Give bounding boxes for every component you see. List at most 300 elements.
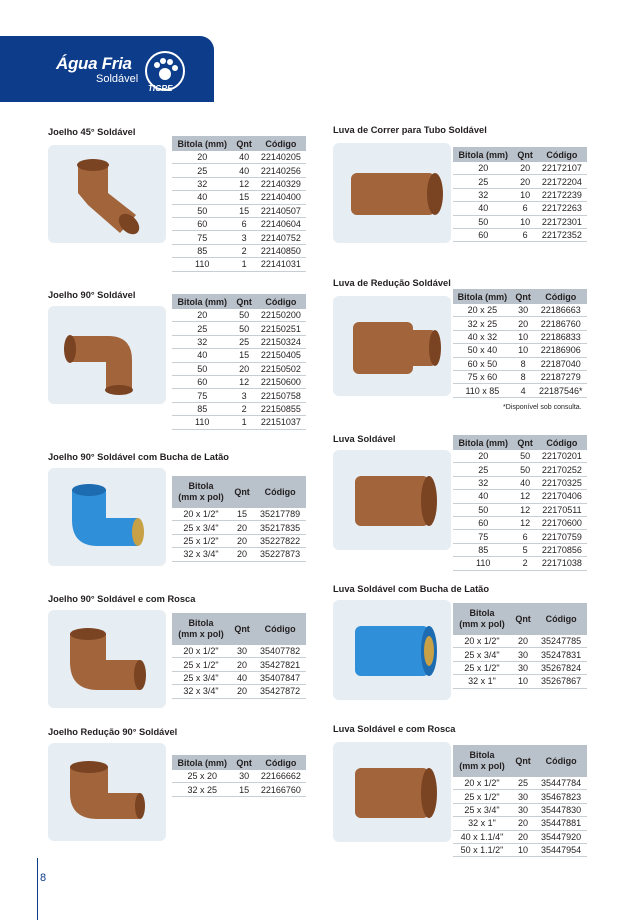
- cell-qnt: 4: [512, 384, 535, 397]
- cell-codigo: 35267867: [535, 675, 587, 688]
- cell-bitola: 25 x 3/4": [172, 521, 230, 534]
- cell-qnt: 6: [513, 202, 536, 215]
- table-row: [453, 175, 587, 188]
- cell-qnt: 20: [511, 817, 535, 830]
- table-row: [453, 317, 587, 330]
- cell-bitola: 25 x 1/2": [172, 534, 230, 547]
- margin-line: [37, 858, 38, 920]
- cell-qnt: 15: [232, 349, 255, 362]
- cell-bitola: 50: [453, 503, 513, 516]
- table-luva-correr: [453, 147, 587, 242]
- col-header-qnt: Qnt: [512, 289, 535, 304]
- cell-qnt: 2: [513, 557, 536, 570]
- page-number: 8: [40, 872, 47, 884]
- cell-qnt: 2: [232, 244, 255, 257]
- table-row: [172, 402, 306, 415]
- cell-bitola: 60: [453, 516, 513, 529]
- table-row: [453, 304, 587, 317]
- cell-codigo: 22140329: [256, 177, 306, 190]
- cell-bitola: 20 x 1/2": [453, 635, 511, 648]
- cell-codigo: 35447954: [535, 843, 587, 856]
- cell-bitola: 75: [172, 231, 232, 244]
- cell-codigo: 35407847: [254, 671, 306, 684]
- table-header-row: [172, 613, 306, 645]
- col-header-bitola: Bitola (mm): [172, 136, 232, 151]
- table-row: [172, 258, 306, 271]
- col-header-bitola-line2: (mm x pol): [178, 492, 224, 502]
- cell-qnt: 20: [513, 175, 536, 188]
- cell-bitola: 25 x 20: [172, 770, 232, 783]
- table-row: [172, 204, 306, 217]
- cell-bitola: 40: [172, 191, 232, 204]
- col-header-bitola-line1: Bitola: [188, 618, 214, 628]
- col-header-codigo: Código: [535, 289, 587, 304]
- cell-bitola: 25 x 1/2": [172, 658, 230, 671]
- table-row: [453, 843, 587, 856]
- table-luva-rosca: [453, 745, 587, 857]
- table-row: [172, 335, 306, 348]
- table-row: [172, 217, 306, 230]
- cell-bitola: 32 x 3/4": [172, 548, 230, 561]
- cell-qnt: 20: [230, 521, 254, 534]
- col-header-bitola: Bitola (mm): [172, 294, 232, 309]
- cell-codigo: 22140752: [256, 231, 306, 244]
- col-header-bitola-line1: Bitola: [469, 750, 495, 760]
- col-header-bitola: [453, 745, 511, 777]
- table-row: [172, 521, 306, 534]
- cell-bitola: 110: [172, 258, 232, 271]
- title-luva-correr: Luva de Correr para Tubo Soldável: [333, 125, 487, 135]
- cell-bitola: 40: [453, 202, 513, 215]
- cell-codigo: 22172352: [537, 228, 587, 241]
- table-row: [453, 661, 587, 674]
- cell-codigo: 22150324: [256, 335, 306, 348]
- table-row: [453, 357, 587, 370]
- cell-codigo: 22141031: [256, 258, 306, 271]
- title-joelho90: Joelho 90° Soldável: [48, 290, 136, 300]
- photo-luva-correr: [333, 143, 451, 243]
- table-row: [453, 228, 587, 241]
- cell-qnt: 20: [230, 685, 254, 698]
- title-joelho-reducao: Joelho Redução 90° Soldável: [48, 727, 178, 737]
- title-joelho90-bucha: Joelho 90° Soldável com Bucha de Latão: [48, 452, 229, 462]
- photo-luva-reducao: [333, 296, 451, 396]
- cell-bitola: 32 x 25: [172, 783, 232, 796]
- cell-qnt: 10: [513, 215, 536, 228]
- table-header-row: [453, 745, 587, 777]
- cell-codigo: 35447881: [535, 817, 587, 830]
- table-row: [453, 202, 587, 215]
- cell-codigo: 22170511: [537, 503, 587, 516]
- cell-bitola: 50 x 40: [453, 344, 512, 357]
- cell-bitola: 32 x 25: [453, 317, 512, 330]
- cell-codigo: 22150600: [256, 375, 306, 388]
- cell-qnt: 8: [512, 357, 535, 370]
- cell-bitola: 20: [172, 151, 232, 164]
- table-row: [172, 671, 306, 684]
- col-header-bitola-line2: (mm x pol): [459, 619, 505, 629]
- cell-bitola: 25: [172, 164, 232, 177]
- col-header-codigo: Código: [537, 147, 587, 162]
- table-row: [172, 534, 306, 547]
- table-row: [453, 543, 587, 556]
- cell-qnt: 20: [230, 658, 254, 671]
- col-header-bitola-line2: (mm x pol): [459, 761, 505, 771]
- table-row: [453, 635, 587, 648]
- cell-bitola: 32 x 1": [453, 817, 511, 830]
- table-row: [172, 151, 306, 164]
- table-row: [453, 817, 587, 830]
- table-header-row: [453, 603, 587, 635]
- cell-qnt: 1: [232, 258, 255, 271]
- col-header-qnt: Qnt: [232, 294, 255, 309]
- cell-qnt: 10: [513, 188, 536, 201]
- cell-qnt: 20: [232, 362, 255, 375]
- cell-qnt: 10: [511, 843, 535, 856]
- col-header-bitola-line1: Bitola: [188, 481, 214, 491]
- table-row: [453, 450, 587, 463]
- col-header-bitola: Bitola (mm): [453, 289, 512, 304]
- cell-codigo: 22150200: [256, 309, 306, 322]
- cell-bitola: 40 x 32: [453, 330, 512, 343]
- cell-qnt: 6: [232, 217, 255, 230]
- table-row: [172, 164, 306, 177]
- table-header-row: [172, 294, 306, 309]
- table-header-row: [453, 435, 587, 450]
- cell-qnt: 40: [232, 151, 255, 164]
- cell-qnt: 40: [513, 476, 536, 489]
- cell-codigo: 22150502: [256, 362, 306, 375]
- table-row: [453, 215, 587, 228]
- table-luva-soldavel: [453, 435, 587, 571]
- cell-codigo: 35427821: [254, 658, 306, 671]
- availability-note: *Disponível sob consulta.: [503, 404, 582, 411]
- table-row: [172, 375, 306, 388]
- col-header-qnt: Qnt: [511, 745, 535, 777]
- cell-bitola: 25 x 3/4": [453, 648, 511, 661]
- col-header-qnt: Qnt: [511, 603, 535, 635]
- cell-qnt: 12: [232, 375, 255, 388]
- title-joelho45: Joelho 45° Soldável: [48, 127, 136, 137]
- cell-codigo: 22166760: [256, 783, 306, 796]
- col-header-bitola: Bitola (mm): [453, 147, 513, 162]
- cell-qnt: 30: [230, 645, 254, 658]
- cell-qnt: 40: [232, 164, 255, 177]
- table-row: [453, 463, 587, 476]
- cell-qnt: 12: [513, 503, 536, 516]
- table-row: [453, 490, 587, 503]
- title-luva-soldavel: Luva Soldável: [333, 434, 396, 444]
- cell-qnt: 20: [511, 635, 535, 648]
- title-luva-reducao: Luva de Redução Soldável: [333, 278, 451, 288]
- photo-joelho90-rosca: [48, 610, 166, 708]
- cell-bitola: 20 x 25: [453, 304, 512, 317]
- cell-bitola: 20 x 1/2": [453, 777, 511, 790]
- cell-bitola: 32 x 1": [453, 675, 511, 688]
- cell-bitola: 50: [172, 362, 232, 375]
- col-header-bitola: [172, 476, 230, 508]
- cell-codigo: 35447830: [535, 803, 587, 816]
- cell-qnt: 8: [512, 370, 535, 383]
- cell-codigo: 35217835: [254, 521, 306, 534]
- table-joelho90: [172, 294, 306, 430]
- cell-bitola: 50: [453, 215, 513, 228]
- cell-codigo: 22187040: [535, 357, 587, 370]
- table-joelho-reducao: [172, 755, 306, 797]
- col-header-codigo: Código: [535, 745, 587, 777]
- table-row: [453, 830, 587, 843]
- cell-qnt: 25: [232, 335, 255, 348]
- title-luva-bucha: Luva Soldável com Bucha de Latão: [333, 584, 490, 594]
- cell-bitola: 85: [172, 402, 232, 415]
- cell-bitola: 110: [453, 557, 513, 570]
- cell-qnt: 6: [513, 530, 536, 543]
- table-joelho45: [172, 136, 306, 272]
- photo-luva-rosca: [333, 742, 451, 842]
- col-header-codigo: Código: [254, 476, 306, 508]
- table-row: [172, 244, 306, 257]
- cell-codigo: 22140507: [256, 204, 306, 217]
- cell-bitola: 75 x 60: [453, 370, 512, 383]
- cell-bitola: 20 x 1/2": [172, 508, 230, 521]
- title-joelho90-rosca: Joelho 90° Soldável e com Rosca: [48, 594, 196, 604]
- col-header-codigo: Código: [537, 435, 587, 450]
- cell-codigo: 22166662: [256, 770, 306, 783]
- cell-codigo: 35247785: [535, 635, 587, 648]
- table-row: [172, 783, 306, 796]
- table-row: [172, 389, 306, 402]
- cell-qnt: 50: [232, 309, 255, 322]
- cell-bitola: 40 x 1.1/4": [453, 830, 511, 843]
- cell-qnt: 20: [513, 162, 536, 175]
- table-header-row: [172, 755, 306, 770]
- col-header-codigo: Código: [256, 136, 306, 151]
- cell-qnt: 1: [232, 416, 255, 429]
- table-row: [453, 530, 587, 543]
- cell-bitola: 32: [453, 188, 513, 201]
- cell-qnt: 15: [232, 783, 255, 796]
- cell-codigo: 35227822: [254, 534, 306, 547]
- cell-qnt: 20: [512, 317, 535, 330]
- cell-codigo: 22170600: [537, 516, 587, 529]
- cell-codigo: 22170325: [537, 476, 587, 489]
- table-luva-bucha: [453, 603, 587, 689]
- cell-qnt: 50: [513, 450, 536, 463]
- cell-qnt: 10: [512, 344, 535, 357]
- cell-bitola: 20: [172, 309, 232, 322]
- cell-bitola: 20 x 1/2": [172, 645, 230, 658]
- table-row: [453, 330, 587, 343]
- table-row: [172, 309, 306, 322]
- cell-codigo: 22186833: [535, 330, 587, 343]
- table-row: [453, 188, 587, 201]
- cell-bitola: 32: [172, 177, 232, 190]
- cell-bitola: 60: [453, 228, 513, 241]
- cell-qnt: 15: [232, 191, 255, 204]
- cell-qnt: 30: [511, 803, 535, 816]
- photo-luva-soldavel: [333, 450, 451, 550]
- cell-qnt: 10: [512, 330, 535, 343]
- cell-qnt: 15: [230, 508, 254, 521]
- cell-bitola: 32: [172, 335, 232, 348]
- col-header-qnt: Qnt: [513, 435, 536, 450]
- cell-codigo: 22170252: [537, 463, 587, 476]
- cell-bitola: 20: [453, 162, 513, 175]
- cell-qnt: 3: [232, 231, 255, 244]
- cell-bitola: 50 x 1.1/2": [453, 843, 511, 856]
- cell-qnt: 12: [513, 490, 536, 503]
- cell-qnt: 30: [232, 770, 255, 783]
- cell-codigo: 22186906: [535, 344, 587, 357]
- cell-qnt: 30: [511, 648, 535, 661]
- cell-codigo: 35427872: [254, 685, 306, 698]
- col-header-bitola: [172, 613, 230, 645]
- col-header-qnt: Qnt: [232, 755, 255, 770]
- cell-bitola: 85: [453, 543, 513, 556]
- header-subtitle: Soldável: [96, 73, 139, 85]
- cell-codigo: 22140850: [256, 244, 306, 257]
- cell-bitola: 20: [453, 450, 513, 463]
- table-row: [172, 177, 306, 190]
- table-joelho90-rosca: [172, 613, 306, 699]
- cell-bitola: 25: [172, 322, 232, 335]
- table-row: [172, 416, 306, 429]
- table-luva-reducao: [453, 289, 587, 398]
- cell-bitola: 50: [172, 204, 232, 217]
- photo-luva-bucha: [333, 600, 451, 700]
- cell-codigo: 22140256: [256, 164, 306, 177]
- cell-codigo: 35217789: [254, 508, 306, 521]
- cell-codigo: 35447784: [535, 777, 587, 790]
- header-title: Água Fria: [56, 54, 132, 73]
- cell-codigo: 35407782: [254, 645, 306, 658]
- cell-bitola: 25 x 1/2": [453, 661, 511, 674]
- cell-codigo: 22140400: [256, 191, 306, 204]
- cell-qnt: 20: [230, 534, 254, 547]
- cell-qnt: 30: [511, 661, 535, 674]
- cell-codigo: 22150758: [256, 389, 306, 402]
- cell-codigo: 22172107: [537, 162, 587, 175]
- table-row: [453, 503, 587, 516]
- col-header-codigo: Código: [254, 613, 306, 645]
- table-row: [172, 548, 306, 561]
- cell-codigo: 22170759: [537, 530, 587, 543]
- cell-codigo: 22140604: [256, 217, 306, 230]
- cell-codigo: 22172239: [537, 188, 587, 201]
- table-row: [453, 648, 587, 661]
- cell-qnt: 30: [511, 790, 535, 803]
- table-row: [172, 231, 306, 244]
- cell-bitola: 25: [453, 175, 513, 188]
- table-row: [172, 658, 306, 671]
- table-header-row: [172, 476, 306, 508]
- table-row: [453, 344, 587, 357]
- photo-joelho90: [48, 306, 166, 404]
- table-row: [453, 557, 587, 570]
- cell-codigo: 22140205: [256, 151, 306, 164]
- cell-qnt: 40: [230, 671, 254, 684]
- cell-qnt: 3: [232, 389, 255, 402]
- cell-codigo: 22187546*: [535, 384, 587, 397]
- cell-bitola: 25 x 3/4": [453, 803, 511, 816]
- cell-bitola: 60 x 50: [453, 357, 512, 370]
- col-header-qnt: Qnt: [513, 147, 536, 162]
- cell-codigo: 35227873: [254, 548, 306, 561]
- cell-codigo: 22172301: [537, 215, 587, 228]
- table-row: [172, 685, 306, 698]
- cell-qnt: 25: [511, 777, 535, 790]
- cell-bitola: 110: [172, 416, 232, 429]
- cell-qnt: 15: [232, 204, 255, 217]
- col-header-qnt: Qnt: [230, 476, 254, 508]
- cell-qnt: 5: [513, 543, 536, 556]
- cell-qnt: 20: [511, 830, 535, 843]
- cell-bitola: 75: [172, 389, 232, 402]
- table-row: [172, 770, 306, 783]
- cell-codigo: 22150251: [256, 322, 306, 335]
- cell-bitola: 110 x 85: [453, 384, 512, 397]
- cell-codigo: 22171038: [537, 557, 587, 570]
- col-header-codigo: Código: [535, 603, 587, 635]
- cell-bitola: 60: [172, 217, 232, 230]
- table-row: [453, 803, 587, 816]
- table-header-row: [453, 147, 587, 162]
- cell-qnt: 2: [232, 402, 255, 415]
- cell-codigo: 22172263: [537, 202, 587, 215]
- cell-codigo: 22187279: [535, 370, 587, 383]
- col-header-bitola-line1: Bitola: [469, 608, 495, 618]
- table-row: [453, 370, 587, 383]
- table-row: [172, 645, 306, 658]
- cell-codigo: 22170406: [537, 490, 587, 503]
- cell-codigo: 22186663: [535, 304, 587, 317]
- table-header-row: [172, 136, 306, 151]
- table-row: [172, 322, 306, 335]
- table-row: [453, 675, 587, 688]
- cell-codigo: 35447920: [535, 830, 587, 843]
- table-row: [453, 790, 587, 803]
- cell-qnt: 30: [512, 304, 535, 317]
- cell-codigo: 35267824: [535, 661, 587, 674]
- cell-bitola: 32 x 3/4": [172, 685, 230, 698]
- cell-bitola: 85: [172, 244, 232, 257]
- col-header-bitola-line2: (mm x pol): [178, 629, 224, 639]
- photo-joelho-reducao: [48, 743, 166, 841]
- col-header-bitola: Bitola (mm): [453, 435, 513, 450]
- cell-bitola: 25 x 3/4": [172, 671, 230, 684]
- col-header-codigo: Código: [256, 755, 306, 770]
- cell-bitola: 32: [453, 476, 513, 489]
- cell-qnt: 6: [513, 228, 536, 241]
- cell-codigo: 35467823: [535, 790, 587, 803]
- col-header-bitola: [453, 603, 511, 635]
- cell-qnt: 20: [230, 548, 254, 561]
- col-header-codigo: Código: [256, 294, 306, 309]
- cell-codigo: 22170856: [537, 543, 587, 556]
- table-header-row: [453, 289, 587, 304]
- photo-joelho45: [48, 145, 166, 243]
- cell-codigo: 22170201: [537, 450, 587, 463]
- cell-bitola: 40: [172, 349, 232, 362]
- col-header-bitola: Bitola (mm): [172, 755, 232, 770]
- table-row: [172, 508, 306, 521]
- cell-codigo: 22150405: [256, 349, 306, 362]
- cell-codigo: 22172204: [537, 175, 587, 188]
- table-row: [172, 349, 306, 362]
- cell-codigo: 22150855: [256, 402, 306, 415]
- brand-name: TIGRE: [148, 84, 173, 93]
- cell-qnt: 50: [513, 463, 536, 476]
